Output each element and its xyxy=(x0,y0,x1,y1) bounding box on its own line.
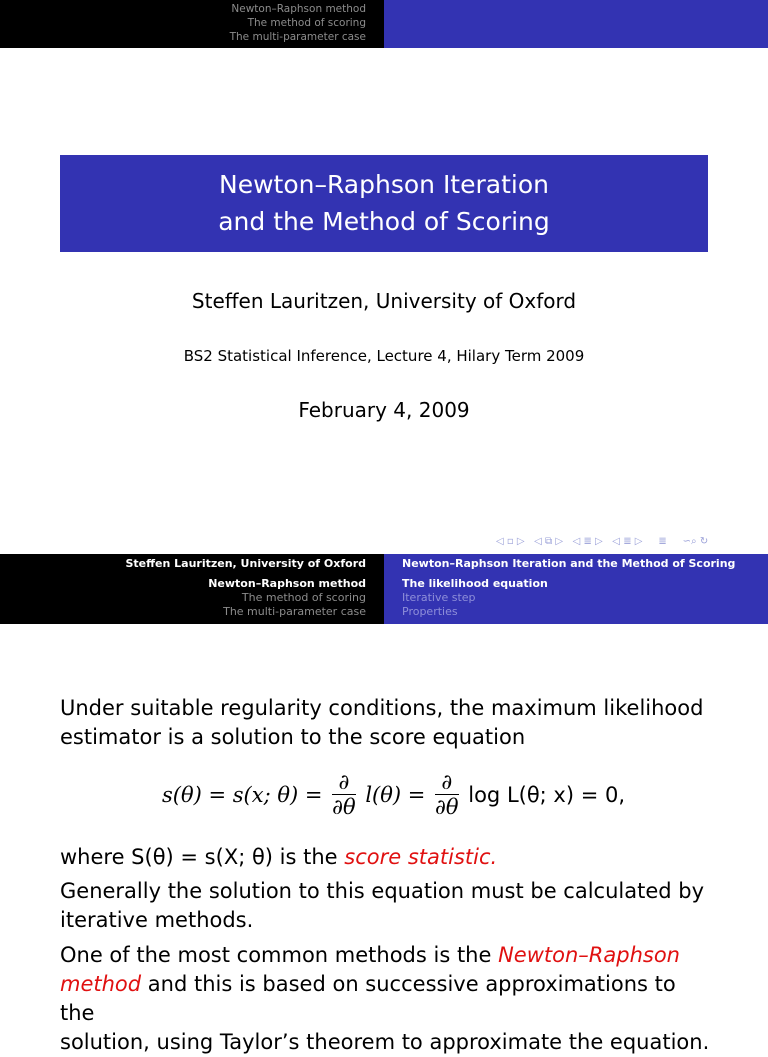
institute: BS2 Statistical Inference, Lecture 4, Hilary Term 2009 xyxy=(183,347,585,365)
nav-section-link[interactable]: The method of scoring xyxy=(241,591,366,604)
nav-slide-icon[interactable]: ⧉ xyxy=(545,536,553,547)
subsection-nav-panel xyxy=(384,0,768,48)
fraction-numerator: ∂ xyxy=(332,770,356,795)
text-line: iterative methods. xyxy=(60,908,254,932)
alert-term: Newton–Raphson xyxy=(498,943,680,967)
nav-subsection-forward-icon[interactable]: ▷ xyxy=(595,536,603,547)
nav-subsection-link[interactable]: Properties xyxy=(402,605,458,618)
paragraph-iterative xyxy=(60,877,710,935)
nav-refresh-icon[interactable]: ↻ xyxy=(699,536,709,547)
header-left-panel xyxy=(0,554,384,624)
nav-slide-back-icon[interactable]: ◁ xyxy=(534,536,542,547)
date: February 4, 2009 xyxy=(298,398,470,422)
nav-frame-back-icon[interactable]: ◁ xyxy=(496,536,504,547)
text-line: solution, using Taylor’s theorem to approximate the equation. xyxy=(60,1030,710,1054)
author: Steffen Lauritzen, University of Oxford xyxy=(191,289,577,313)
nav-subsection-link[interactable]: Iterative step xyxy=(402,591,476,604)
fraction-numerator: ∂ xyxy=(435,770,459,795)
alert-term: method xyxy=(60,972,142,996)
title-block xyxy=(60,155,708,252)
header-author: Steffen Lauritzen, University of Oxford xyxy=(125,557,366,570)
section-nav-panel xyxy=(0,0,384,48)
equation-lhs: s(θ) = s(x; θ) = xyxy=(162,782,323,807)
nav-section-link[interactable]: The method of scoring xyxy=(247,17,366,29)
text-line: Generally the solution to this equation must be calculated by xyxy=(60,879,705,903)
text-span: and this is based on successive approximations to the xyxy=(60,972,676,1025)
nav-search-icon[interactable]: ∽⌕ xyxy=(682,536,697,547)
nav-frame-icon[interactable]: ▫ xyxy=(506,536,514,547)
paragraph-score-statistic xyxy=(60,843,710,872)
header-right-panel xyxy=(384,554,768,624)
nav-section-current[interactable]: Newton–Raphson method xyxy=(208,577,366,590)
derivative-fraction xyxy=(435,770,459,819)
nav-slide-forward-icon[interactable]: ▷ xyxy=(555,536,564,547)
alert-term: score statistic. xyxy=(344,845,498,869)
nav-document-icon[interactable]: ≣ xyxy=(658,536,667,547)
title-line-2: and the Method of Scoring xyxy=(218,207,550,236)
score-equation xyxy=(0,770,768,830)
nav-section-back-icon[interactable]: ◁ xyxy=(612,536,620,547)
nav-subsection-icon[interactable]: ≣ xyxy=(583,536,592,547)
paragraph-newton-raphson xyxy=(60,941,710,1057)
nav-section-icon[interactable]: ≣ xyxy=(623,536,632,547)
nav-section-link[interactable]: Newton–Raphson method xyxy=(231,3,366,15)
fraction-denominator: ∂θ xyxy=(435,795,459,819)
title-line-1: Newton–Raphson Iteration xyxy=(219,170,549,199)
slide2-header xyxy=(0,554,768,624)
slide1-top-navigation xyxy=(0,0,768,48)
text-span: One of the most common methods is the xyxy=(60,943,499,967)
derivative-fraction xyxy=(332,770,356,819)
paragraph-intro xyxy=(60,694,710,752)
nav-subsection-current[interactable]: The likelihood equation xyxy=(402,577,548,590)
beamer-navigation-symbols xyxy=(496,535,708,549)
nav-frame-forward-icon[interactable]: ▷ xyxy=(516,536,525,547)
nav-section-link[interactable]: The multi-parameter case xyxy=(223,605,366,618)
text-span: where S(θ) = s(X; θ) is the xyxy=(60,845,345,869)
nav-section-link[interactable]: The multi-parameter case xyxy=(229,31,366,43)
equation-middle: l(θ) = xyxy=(365,782,426,807)
header-title: Newton–Raphson Iteration and the Method of Scoring xyxy=(402,557,736,570)
nav-subsection-back-icon[interactable]: ◁ xyxy=(572,536,581,547)
fraction-denominator: ∂θ xyxy=(332,795,356,819)
equation-rhs: log L(θ; x) = 0, xyxy=(468,782,626,807)
text-line: Under suitable regularity conditions, the maximum likelihood xyxy=(60,696,704,720)
nav-section-forward-icon[interactable]: ▷ xyxy=(634,536,643,547)
text-line: estimator is a solution to the score equation xyxy=(60,725,526,749)
